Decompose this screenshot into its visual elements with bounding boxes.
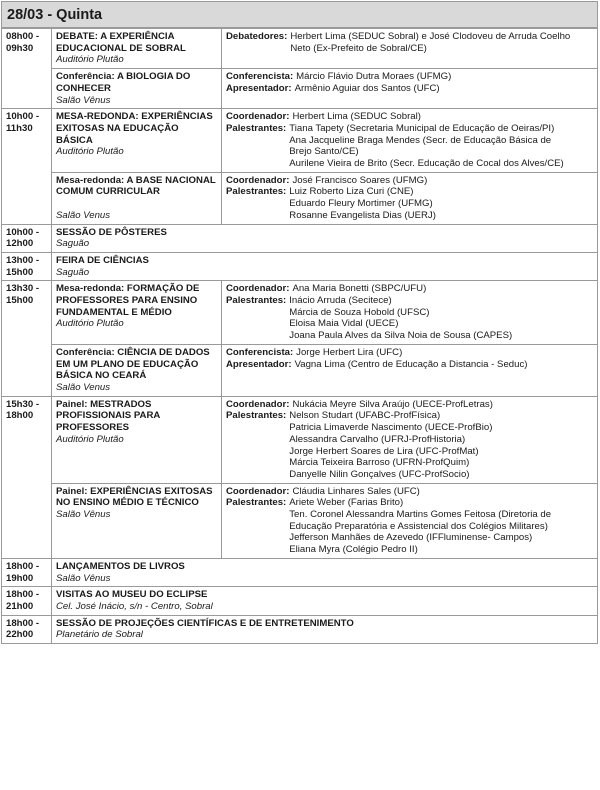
event-title: SESSÃO DE PROJEÇÕES CIENTÍFICAS E DE ENTRETENIMENTO [56,617,354,629]
participant-names [290,31,594,54]
participant-role: Apresentador: [226,358,292,370]
participant-name: Eduardo Fleury Mortimer (UFMG) [289,198,433,210]
participant-group [226,283,594,295]
event-title: Mesa-redonda: FORMAÇÃO DE [56,283,200,295]
time-cell [2,615,52,643]
participant-role: Coordenador: [226,283,290,295]
event-cell [52,224,598,252]
event-title: EM UM PLANO DE EDUCAÇÃO [56,358,199,370]
time-cell [2,396,52,558]
participant-name: Jefferson Manhães de Azevedo (IFFluminense- Campos) [289,532,533,544]
event-location: Auditório Plutão [56,318,124,330]
time-start: 18h00 - [6,560,40,572]
participants-cell [222,483,598,558]
day-header: 28/03 - Quinta [1,1,598,28]
schedule-row [2,109,598,173]
time-start: 10h00 - [6,226,40,238]
event-title: CONHECER [56,82,111,94]
participant-group [226,111,594,123]
participant-names [292,175,594,187]
time-cell [2,252,52,280]
schedule-row [2,172,598,224]
time-cell [2,587,52,615]
participant-role: Coordenador: [226,174,290,186]
participant-names [292,111,594,123]
schedule-row [2,615,598,643]
participant-names [292,486,594,498]
event-location: Salão Vênus [56,94,111,106]
participant-role: Palestrantes: [226,497,287,509]
time-cell [2,109,52,224]
schedule-grid [1,28,598,644]
participant-name: Rosanne Evangelista Dias (UERJ) [289,209,436,221]
time-end: 09h30 [6,42,34,54]
event-location: Salão Venus [56,381,111,393]
participant-name: Herbert Lima (SEDUC Sobral) [292,111,421,123]
event-title: NO ENSINO MÉDIO E TÉCNICO [56,497,199,509]
event-title: EDUCACIONAL DE SOBRAL [56,42,186,54]
event-title: MESA-REDONDA: EXPERIÊNCIAS [56,111,213,123]
participant-role: Palestrantes: [226,295,287,307]
time-start: 15h30 - [6,398,40,410]
participant-name: Alessandra Carvalho (UFRJ-ProfHistoria) [289,433,466,445]
participant-names [295,359,594,371]
time-end: 15h00 [6,266,34,278]
participant-role: Conferencista: [226,71,294,83]
event-title: PROFISSIONAIS PARA [56,410,161,422]
participant-role: Palestrantes: [226,410,287,422]
schedule-row [2,281,598,345]
schedule-table [1,1,598,644]
participants-cell [222,69,598,109]
time-start: 18h00 - [6,617,40,629]
participant-name: Cláudia Linhares Sales (UFC) [292,485,420,497]
event-title: PROFESSORES [56,422,130,434]
participant-group [226,83,594,95]
participant-name: Jorge Herbert Soares de Lira (UFC-ProfMat) [289,445,479,457]
event-title: Mesa-redonda: A BASE NACIONAL [56,174,216,186]
event-location: Planetário de Sobral [56,629,143,641]
event-location: Saguão [56,238,90,250]
schedule-row [2,224,598,252]
time-end: 12h00 [6,238,34,250]
time-cell [2,29,52,109]
time-end: 22h00 [6,629,34,641]
participant-group [226,295,594,342]
event-cell [52,587,598,615]
event-cell [52,109,222,173]
participant-names [289,295,594,342]
event-title: FUNDAMENTAL E MÉDIO [56,306,172,318]
participant-name: Márcio Flávio Dutra Moraes (UFMG) [296,71,452,83]
event-location: Salão Vênus [56,509,111,521]
event-cell [52,615,598,643]
participant-name: José Francisco Soares (UFMG) [292,174,428,186]
participant-group [226,71,594,83]
event-cell [52,172,222,224]
event-title: SESSÃO DE PÔSTERES [56,226,167,238]
event-title: Painel: EXPERIÊNCIAS EXITOSAS [56,485,213,497]
event-location: Salão Vênus [56,572,111,584]
time-cell [2,224,52,252]
participant-names [296,347,594,359]
participant-name: Márcia de Souza Hobold (UFSC) [289,306,430,318]
schedule-row [2,69,598,109]
participant-names [289,410,594,480]
participant-role: Coordenador: [226,485,290,497]
participant-name: Armênio Aguiar dos Santos (UFC) [294,82,440,94]
participant-group [226,410,594,480]
event-location: Auditório Plutão [56,146,124,158]
schedule-row [2,558,598,586]
event-title: Conferência: CIÊNCIA DE DADOS [56,346,210,358]
event-title: COMUM CURRICULAR [56,186,160,198]
participant-name: Jorge Herbert Lira (UFC) [296,346,403,358]
participant-group [226,399,594,411]
event-cell [52,483,222,558]
event-location: Salão Venus [56,209,111,221]
participant-name: Educação Preparatória e Assistencial dos Colégios Militares) [289,520,548,532]
participant-name: Tiana Tapety (Secretaria Municipal de Educação de Oeiras/PI) [289,122,555,134]
participant-name: Herbert Lima (SEDUC Sobral) e José Clodoveu de Arruda Coelho [290,31,571,42]
event-title: PROFESSORES PARA ENSINO [56,295,198,307]
participant-name: Eliana Myra (Colégio Pedro II) [289,544,418,556]
time-cell [2,281,52,396]
participant-group [226,123,594,170]
event-title: Conferência: A BIOLOGIA DO [56,71,191,83]
event-title: Painel: MESTRADOS [56,398,152,410]
time-end: 18h00 [6,410,34,422]
participant-group [226,175,594,187]
participant-names [289,123,594,170]
participants-cell [222,172,598,224]
participants-cell [222,396,598,483]
participant-name: Ana Maria Bonetti (SBPC/UFU) [292,283,427,295]
participant-role: Palestrantes: [226,186,287,198]
event-cell [52,396,222,483]
participant-name: Joana Paula Alves da Silva Noia de Sousa (CAPES) [289,330,513,342]
time-start: 13h30 - [6,283,40,295]
participant-role: Coordenador: [226,398,290,410]
schedule-row [2,252,598,280]
participant-names [289,186,594,221]
participant-name: Nelson Studart (UFABC-ProfFísica) [289,410,441,422]
participant-group [226,31,594,54]
participant-names [296,71,594,83]
participant-name: Ana Jacqueline Braga Mendes (Secr. de Educação Básica de [289,134,552,146]
participant-name: Ariete Weber (Farias Brito) [289,497,404,509]
participant-name: Ten. Coronel Alessandra Martins Gomes Feitosa (Diretoria de [289,509,552,521]
schedule-row [2,396,598,483]
participant-role: Conferencista: [226,346,294,358]
event-location: Auditório Plutão [56,54,124,66]
time-end: 11h30 [6,122,33,134]
participant-group [226,186,594,221]
participant-name: Eloisa Maia Vidal (UECE) [289,318,399,330]
participant-name: Márcia Teixeira Barroso (UFRN-ProfQuim) [289,457,470,469]
time-start: 13h00 - [6,254,40,266]
participant-name: Neto (Ex-Prefeito de Sobral/CE) [290,42,427,54]
event-title: FEIRA DE CIÊNCIAS [56,254,149,266]
time-start: 10h00 - [6,111,40,123]
schedule-row [2,483,598,558]
participants-cell [222,109,598,173]
participant-group [226,497,594,556]
participant-name: Luiz Roberto Liza Curi (CNE) [289,186,414,198]
event-cell [52,29,222,69]
participant-name: Patricia Limaverde Nascimento (UECE-ProfBio) [289,422,493,434]
participant-name: Brejo Santo/CE) [289,146,359,158]
event-title: LANÇAMENTOS DE LIVROS [56,560,185,572]
event-cell [52,69,222,109]
participant-group [226,486,594,498]
schedule-row [2,29,598,69]
time-cell [2,558,52,586]
participants-cell [222,344,598,396]
event-cell [52,252,598,280]
event-title: EXITOSAS NA EDUCAÇÃO BÁSICA [56,122,179,146]
time-start: 08h00 - [6,31,40,42]
participant-group [226,347,594,359]
participant-role: Apresentador: [226,82,292,94]
participants-cell [222,281,598,345]
participant-name: Nukácia Meyre Silva Araújo (UECE-ProfLetras) [292,398,493,410]
event-cell [52,344,222,396]
schedule-row [2,344,598,396]
participant-name: Aurilene Vieira de Brito (Secr. Educação de Cocal dos Alves/CE) [289,158,564,170]
time-end: 19h00 [6,572,34,584]
participant-group [226,359,594,371]
participants-cell [222,29,598,69]
participant-role: Debatedores: [226,31,288,42]
event-location: Auditório Plutão [56,433,124,445]
participant-names [295,83,594,95]
event-title: DEBATE: A EXPERIÊNCIA [56,31,175,42]
participant-role: Coordenador: [226,111,290,123]
participant-name: Inácio Arruda (Secitece) [289,295,392,307]
time-start: 18h00 - [6,589,40,601]
event-title: BÁSICA NO CEARÁ [56,370,147,382]
participant-names [289,497,594,556]
participant-name: Vagna Lima (Centro de Educação a Distancia - Seduc) [294,358,528,370]
event-cell [52,281,222,345]
participant-role: Palestrantes: [226,122,287,134]
time-end: 21h00 [6,600,34,612]
event-cell [52,558,598,586]
participant-names [292,399,594,411]
event-location: Saguão [56,266,90,278]
event-location: Cel. José Inácio, s/n - Centro, Sobral [56,600,213,612]
event-title: VISITAS AO MUSEU DO ECLIPSE [56,589,208,601]
participant-names [292,283,594,295]
participant-name: Danyelle Nilin Gonçalves (UFC-ProfSocio) [289,468,470,480]
schedule-row [2,587,598,615]
time-end: 15h00 [6,295,34,307]
